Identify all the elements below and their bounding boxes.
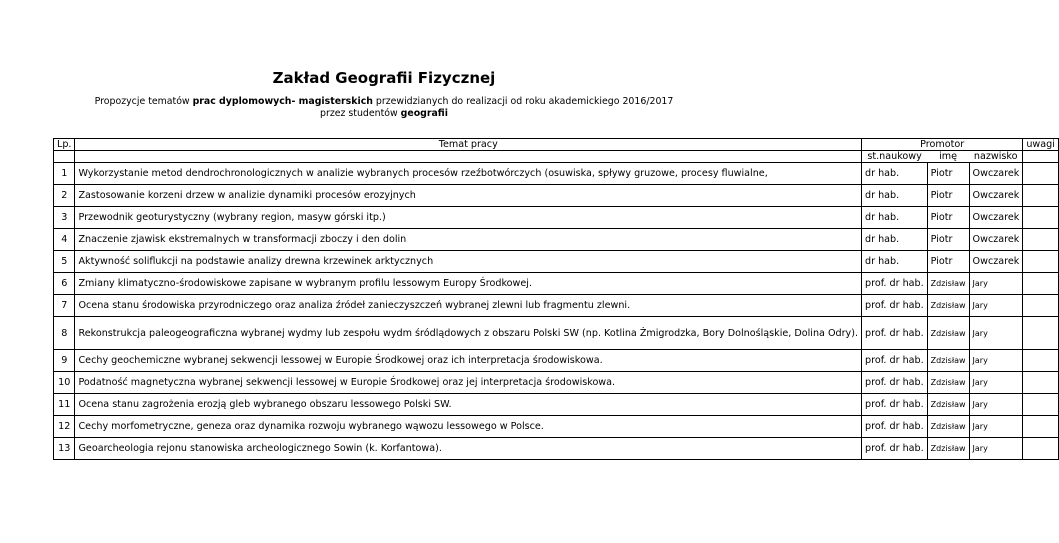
row-first-name: Piotr [927,229,969,251]
row-first-name: Zdzisław [927,438,969,460]
subtitle-text: przewidzianych do realizacji od roku akademickiego 2016/2017 [372,96,674,107]
row-last-name: Jary [969,438,1023,460]
row-degree: dr hab. [862,229,928,251]
row-topic: Przewodnik geoturystyczny (wybrany region, masyw górski itp.) [75,207,862,229]
row-first-name: Zdzisław [927,350,969,372]
table-row [54,185,1059,207]
header-degree: st.naukowy [862,151,928,163]
row-topic: Cechy morfometryczne, geneza oraz dynamika rozwoju wybranego wąwozu lessowego w Polsce. [75,416,862,438]
row-first-name: Zdzisław [927,416,969,438]
header-remarks-cont [1023,151,1059,163]
row-remarks [1023,273,1059,295]
subtitle-text: Propozycje tematów [94,96,193,107]
row-remarks [1023,207,1059,229]
row-remarks [1023,350,1059,372]
row-topic: Ocena stanu zagrożenia erozją gleb wybranego obszaru lessowego Polski SW. [75,394,862,416]
row-lp: 2 [54,185,75,207]
row-last-name: Jary [969,317,1023,350]
row-remarks [1023,229,1059,251]
row-remarks [1023,295,1059,317]
table-row [54,207,1059,229]
header-remarks-label: uwagi [1026,139,1055,150]
row-remarks [1023,416,1059,438]
row-remarks [1023,317,1059,350]
topics-table [53,138,1059,460]
row-first-name: Piotr [927,163,969,185]
row-remarks [1023,185,1059,207]
row-last-name: Owczarek [969,251,1023,273]
row-first-name: Piotr [927,185,969,207]
row-last-name: Jary [969,295,1023,317]
row-topic: Zmiany klimatyczno-środowiskowe zapisane w wybranym profilu lessowym Europy Środkowej. [75,273,862,295]
row-last-name: Jary [969,372,1023,394]
subtitle-emphasis: geografii [400,108,448,119]
table-row [54,416,1059,438]
table-row [54,251,1059,273]
row-lp: 6 [54,273,75,295]
row-last-name: Jary [969,394,1023,416]
row-lp: 7 [54,295,75,317]
subtitle-emphasis: prac dyplomowych- magisterskich [192,96,373,107]
row-last-name: Owczarek [969,207,1023,229]
table-row [54,317,1059,350]
document-title: Zakład Geografii Fizycznej [272,69,496,87]
row-remarks [1023,372,1059,394]
row-degree: dr hab. [862,185,928,207]
row-last-name: Owczarek [969,229,1023,251]
subtitle-text: przez studentów [320,108,401,119]
row-first-name: Zdzisław [927,295,969,317]
row-degree: prof. dr hab. [862,350,928,372]
header-topic-label: Temat pracy [438,139,498,150]
row-lp: 5 [54,251,75,273]
header-lp-cont [54,151,75,163]
document-subtitle [0,96,768,120]
row-degree: prof. dr hab. [862,273,928,295]
row-topic: Cechy geochemiczne wybranej sekwencji lessowej w Europie Środkowej oraz ich interpretacja środowiskowa. [75,350,862,372]
row-last-name: Owczarek [969,185,1023,207]
row-first-name: Piotr [927,207,969,229]
row-topic: Znaczenie zjawisk ekstremalnych w transformacji zboczy i den dolin [75,229,862,251]
table-row [54,372,1059,394]
header-promotor-label: Promotor [920,139,965,150]
row-first-name: Zdzisław [927,372,969,394]
row-last-name: Jary [969,350,1023,372]
row-lp: 1 [54,163,75,185]
header-lp: Lp. [54,139,75,151]
table-row [54,295,1059,317]
row-first-name: Piotr [927,251,969,273]
row-last-name: Jary [969,416,1023,438]
row-lp: 8 [54,317,75,350]
table-row [54,350,1059,372]
row-remarks [1023,163,1059,185]
row-degree: dr hab. [862,163,928,185]
row-remarks [1023,394,1059,416]
table-row [54,394,1059,416]
row-degree: prof. dr hab. [862,317,928,350]
header-remarks [1023,139,1059,151]
row-lp: 3 [54,207,75,229]
row-degree: dr hab. [862,251,928,273]
subtitle-line-2 [0,108,768,120]
row-first-name: Zdzisław [927,394,969,416]
header-promotor [862,139,1023,151]
row-degree: prof. dr hab. [862,416,928,438]
row-topic: Geoarcheologia rejonu stanowiska archeologicznego Sowin (k. Korfantowa). [75,438,862,460]
row-lp: 11 [54,394,75,416]
table-row [54,438,1059,460]
row-first-name: Zdzisław [927,273,969,295]
row-remarks [1023,438,1059,460]
header-topic [75,139,862,151]
row-degree: prof. dr hab. [862,394,928,416]
row-degree: prof. dr hab. [862,295,928,317]
row-degree: prof. dr hab. [862,438,928,460]
row-topic: Podatność magnetyczna wybranej sekwencji lessowej w Europie Środkowej oraz jej interpretacja środowiskowa. [75,372,862,394]
row-topic: Wykorzystanie metod dendrochronologicznych w analizie wybranych procesów rzeźbotwórczych (osuwiska, spływy gruzowe, procesy fluwialne, [75,163,862,185]
row-lp: 13 [54,438,75,460]
row-topic: Ocena stanu środowiska przyrodniczego oraz analiza źródeł zanieczyszczeń wybranej zlewni lub fragmentu zlewni. [75,295,862,317]
row-first-name: Zdzisław [927,317,969,350]
row-last-name: Owczarek [969,163,1023,185]
table-row [54,273,1059,295]
row-lp: 9 [54,350,75,372]
row-degree: prof. dr hab. [862,372,928,394]
row-topic: Aktywność soliflukcji na podstawie analizy drewna krzewinek arktycznych [75,251,862,273]
row-topic: Rekonstrukcja paleogeograficzna wybranej wydmy lub zespołu wydm śródlądowych z obszaru Polski SW (np. Kotlina Żmigrodzka, Bory Dolnośląskie, Dolina Odry). [75,317,862,350]
row-lp: 10 [54,372,75,394]
table-row [54,229,1059,251]
row-lp: 4 [54,229,75,251]
row-topic: Zastosowanie korzeni drzew w analizie dynamiki procesów erozyjnych [75,185,862,207]
table-row [54,163,1059,185]
header-topic-cont [75,151,862,163]
subtitle-line-1 [0,96,768,108]
header-first-name: imę [927,151,969,163]
row-lp: 12 [54,416,75,438]
header-last-name: nazwisko [969,151,1023,163]
row-degree: dr hab. [862,207,928,229]
row-remarks [1023,251,1059,273]
row-last-name: Jary [969,273,1023,295]
